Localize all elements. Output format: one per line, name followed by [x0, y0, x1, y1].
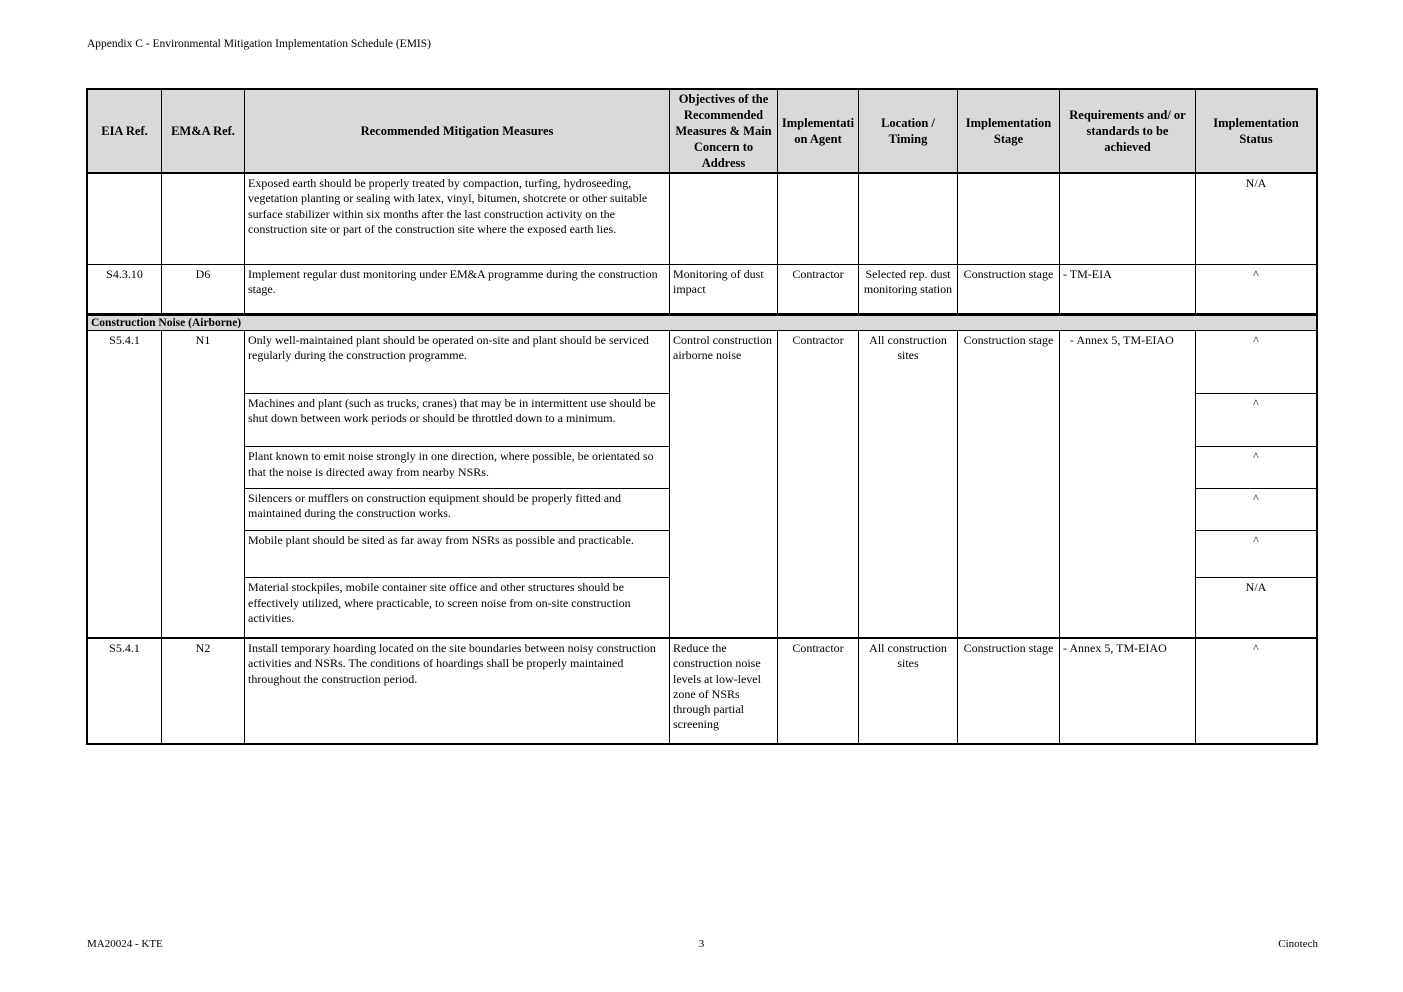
section-header-construction-noise: Construction Noise (Airborne): [88, 315, 1316, 331]
measure-text: Exposed earth should be properly treated by compaction, turfing, hydroseeding, vegetation planting or sealing with latex, vinyl, bitumen, shotcrete or other suitable surface stabilizer within six months after the last construction activity on the construction site or part of the construction site where the exposed earth lies.: [245, 174, 670, 264]
ema-ref-cell: D6: [162, 265, 245, 313]
measure-text: Implement regular dust monitoring under EM&A programme during the construction stage.: [245, 265, 670, 313]
col-header-objectives: Objectives of the Recommended Measures & Main Concern to Address: [670, 90, 778, 172]
agent-cell: Contractor: [778, 265, 859, 313]
status-cell: ^: [1196, 331, 1316, 394]
table-row-dust-monitoring: [88, 265, 1316, 315]
status-cell: ^: [1196, 394, 1316, 448]
ema-ref-cell: [162, 174, 245, 264]
agent-cell: Contractor: [778, 639, 859, 743]
objectives-cell: Monitoring of dust impact: [670, 265, 778, 313]
stage-cell: [958, 174, 1060, 264]
measures-stack: [245, 331, 670, 637]
measure-text: Silencers or mufflers on construction equipment should be properly fitted and maintained during the construction works.: [245, 489, 669, 531]
emis-table: [86, 88, 1318, 745]
status-cell: ^: [1196, 489, 1316, 531]
table-row-n1-group: [88, 331, 1316, 639]
table-row-exposed-earth: [88, 174, 1316, 265]
page-number: 3: [698, 938, 705, 950]
measure-text: Only well-maintained plant should be operated on-site and plant should be serviced regularly during the construction programme.: [245, 331, 669, 394]
eia-ref-cell: S4.3.10: [88, 265, 162, 313]
objectives-cell: Reduce the construction noise levels at low-level zone of NSRs through partial screening: [670, 639, 778, 743]
requirements-cell: - Annex 5, TM-EIAO: [1060, 639, 1196, 743]
location-cell: All construction sites: [859, 331, 958, 637]
status-cell: ^: [1196, 531, 1316, 579]
stage-cell: Construction stage: [958, 265, 1060, 313]
col-header-measures: Recommended Mitigation Measures: [245, 90, 670, 172]
col-header-location-timing: Location / Timing: [859, 90, 958, 172]
objectives-cell: [670, 174, 778, 264]
col-header-ema-ref: EM&A Ref.: [162, 90, 245, 172]
col-header-eia-ref: EIA Ref.: [88, 90, 162, 172]
col-header-requirements: Requirements and/ or standards to be achieved: [1060, 90, 1196, 172]
status-cell: N/A: [1245, 176, 1267, 190]
table-row-n2-hoarding: [88, 639, 1316, 743]
stage-cell: Construction stage: [958, 331, 1060, 637]
measure-text: Material stockpiles, mobile container site office and other structures should be effectively utilized, where practicable, to screen noise from on-site construction activities.: [248, 580, 631, 625]
col-header-stage: Implementation Stage: [958, 90, 1060, 172]
location-cell: [859, 174, 958, 264]
status-cell: ^: [1196, 447, 1316, 489]
ema-ref-cell: N1: [162, 331, 245, 637]
requirements-cell: - Annex 5, TM-EIAO: [1060, 331, 1196, 637]
eia-ref-cell: S5.4.1: [88, 639, 162, 743]
table-header-row: [88, 90, 1316, 174]
eia-ref-cell: S5.4.1: [88, 331, 162, 637]
requirements-cell: - TM-EIA: [1060, 265, 1196, 313]
location-cell: All construction sites: [859, 639, 958, 743]
col-header-agent: Implementati on Agent: [778, 90, 859, 172]
status-cell: ^: [1253, 641, 1259, 655]
stage-cell: Construction stage: [958, 639, 1060, 743]
status-stack: [1196, 331, 1316, 637]
footer-company: Cinotech: [1278, 938, 1318, 950]
measure-text: Machines and plant (such as trucks, cranes) that may be in intermittent use should be shut down between work periods or should be throttled down to a minimum.: [245, 394, 669, 448]
objectives-cell: Control construction airborne noise: [670, 331, 778, 637]
ema-ref-cell: N2: [162, 639, 245, 743]
requirements-cell: [1060, 174, 1196, 264]
footer-project-ref: MA20024 - KTE: [87, 938, 163, 950]
page-title: Appendix C - Environmental Mitigation Implementation Schedule (EMIS): [87, 38, 431, 50]
eia-ref-cell: [88, 174, 162, 264]
measure-text: Mobile plant should be sited as far away from NSRs as possible and practicable.: [245, 531, 669, 579]
status-cell: ^: [1253, 267, 1259, 281]
location-cell: Selected rep. dust monitoring station: [859, 265, 958, 313]
agent-cell: [778, 174, 859, 264]
measure-text: Install temporary hoarding located on the site boundaries between noisy construction activities and NSRs. The conditions of hoardings shall be properly maintained throughout the construction period.: [245, 639, 670, 743]
status-cell: N/A: [1245, 580, 1267, 595]
agent-cell: Contractor: [778, 331, 859, 637]
col-header-status: Implementation Status: [1196, 90, 1316, 172]
measure-text: Plant known to emit noise strongly in one direction, where possible, be orientated so that the noise is directed away from nearby NSRs.: [245, 447, 669, 489]
